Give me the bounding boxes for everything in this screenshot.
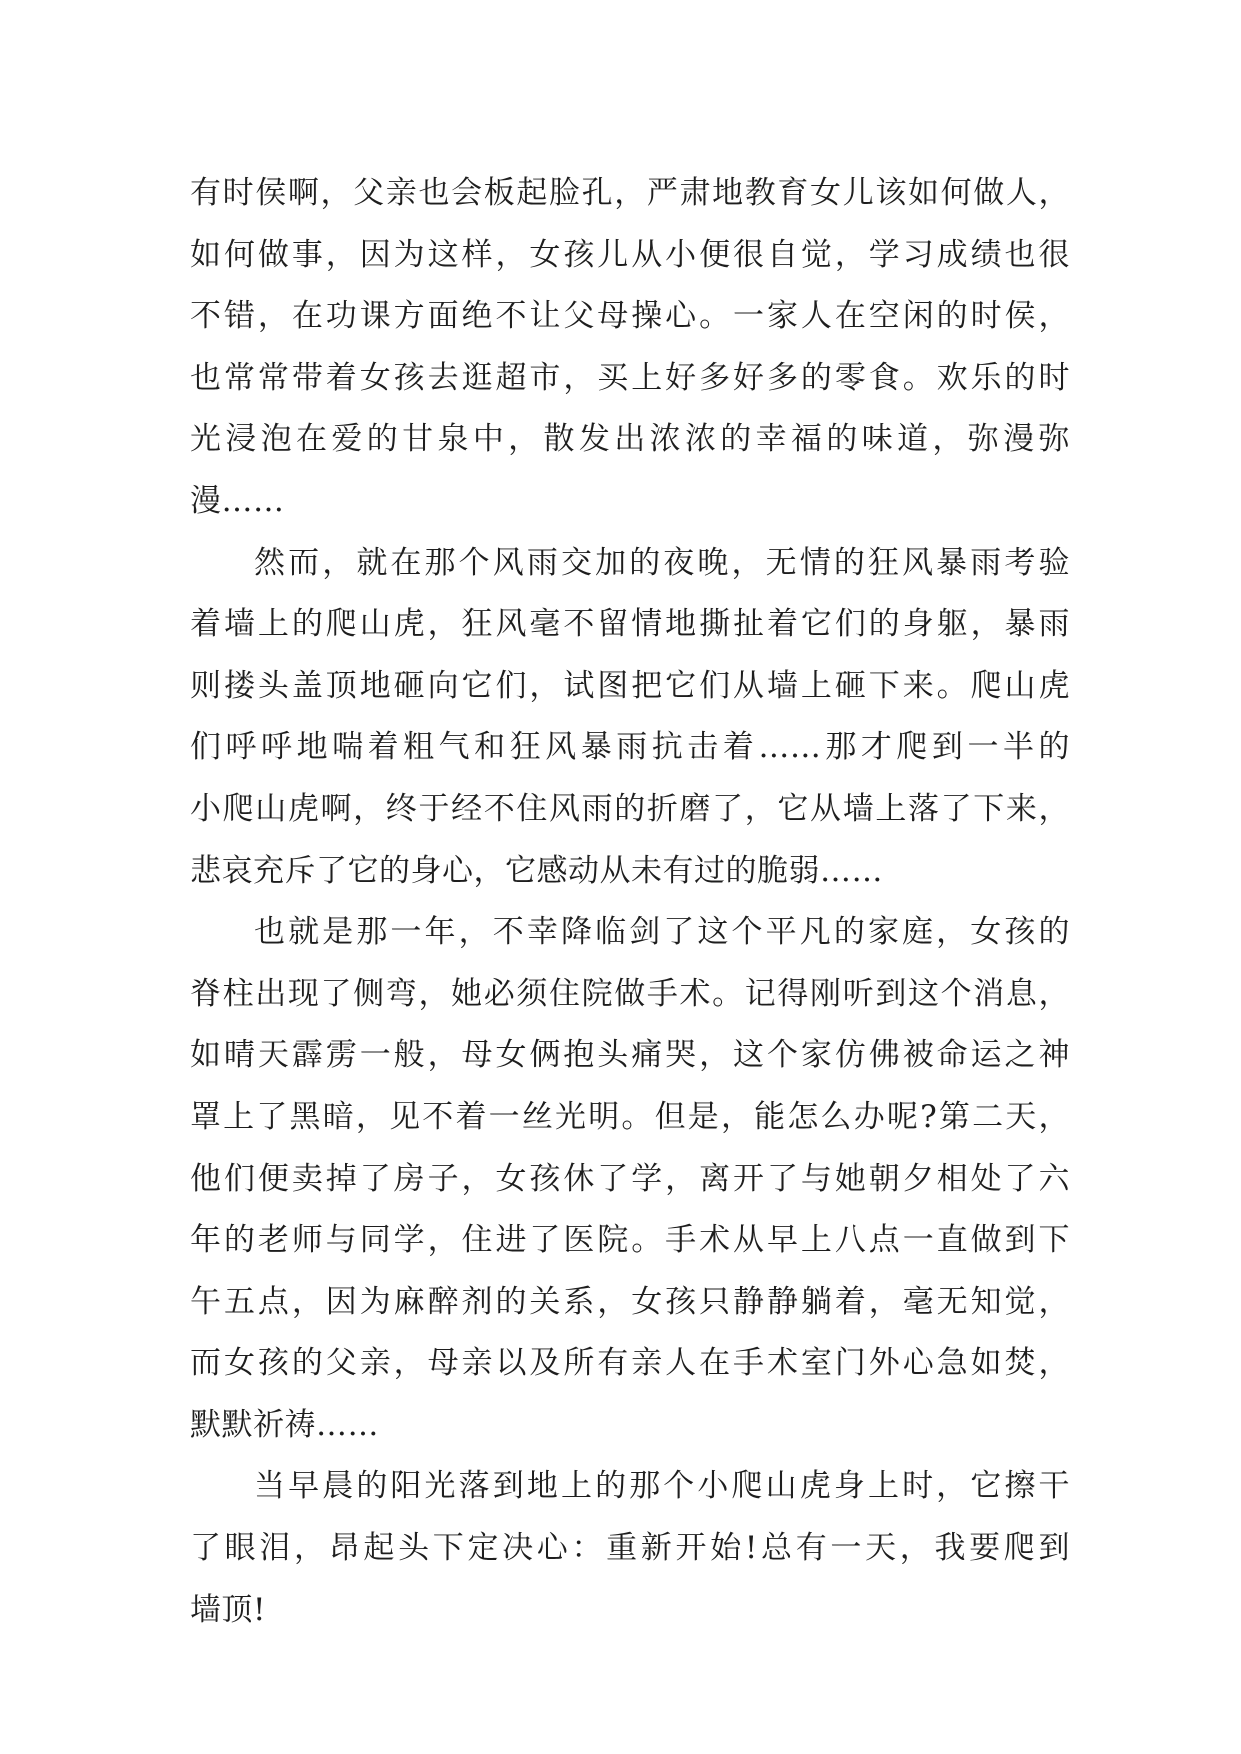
text-line: 如何做事，因为这样，女孩儿从小便很自觉，学习成绩也很 (190, 236, 1070, 273)
text-line: 小爬山虎啊，终于经不住风雨的折磨了，它从墙上落了下来， (190, 790, 1070, 827)
text-line: 他们便卖掉了房子，女孩休了学，离开了与她朝夕相处了六 (190, 1160, 1070, 1197)
text-line: 不错，在功课方面绝不让父母操心。一家人在空闲的时侯， (190, 298, 1070, 335)
text-line: 漫…… (190, 482, 285, 519)
text-line: 罩上了黑暗，见不着一丝光明。但是，能怎么办呢?第二天， (190, 1098, 1070, 1135)
text-line: 脊柱出现了侧弯，她必须住院做手术。记得刚听到这个消息， (190, 975, 1070, 1012)
text-line: 墙顶! (190, 1591, 266, 1628)
text-line: 有时侯啊，父亲也会板起脸孔，严肃地教育女儿该如何做人， (190, 175, 1070, 211)
text-line: 着墙上的爬山虎，狂风毫不留情地撕扯着它们的身躯，暴雨 (190, 606, 1070, 643)
text-line: 光浸泡在爱的甘泉中，散发出浓浓的幸福的味道，弥漫弥 (190, 421, 1070, 458)
body-text (190, 163, 1070, 1641)
text-line: 午五点，因为麻醉剂的关系，女孩只静静躺着，毫无知觉， (190, 1283, 1070, 1320)
text-line: 而女孩的父亲，母亲以及所有亲人在手术室门外心急如焚， (190, 1345, 1070, 1382)
text-line: 当早晨的阳光落到地上的那个小爬山虎身上时，它擦干 (254, 1468, 1070, 1505)
text-line: 如晴天霹雳一般，母女俩抱头痛哭，这个家仿佛被命运之神 (190, 1037, 1070, 1074)
text-line: 默默祈祷…… (190, 1406, 379, 1443)
text-line: 们呼呼地喘着粗气和狂风暴雨抗击着……那才爬到一半的 (190, 729, 1070, 766)
text-line: 了眼泪，昂起头下定决心：重新开始!总有一天，我要爬到 (190, 1530, 1070, 1567)
text-line: 年的老师与同学，住进了医院。手术从早上八点一直做到下 (190, 1222, 1070, 1259)
text-line: 则搂头盖顶地砸向它们，试图把它们从墙上砸下来。爬山虎 (190, 667, 1070, 704)
text-line: 然而，就在那个风雨交加的夜晚，无情的狂风暴雨考验 (254, 544, 1070, 581)
text-line: 也就是那一年，不幸降临剑了这个平凡的家庭，女孩的 (254, 914, 1070, 951)
text-line: 也常常带着女孩去逛超市，买上好多好多的零食。欢乐的时 (190, 359, 1070, 396)
text-line: 悲哀充斥了它的身心，它感动从未有过的脆弱…… (190, 852, 883, 889)
